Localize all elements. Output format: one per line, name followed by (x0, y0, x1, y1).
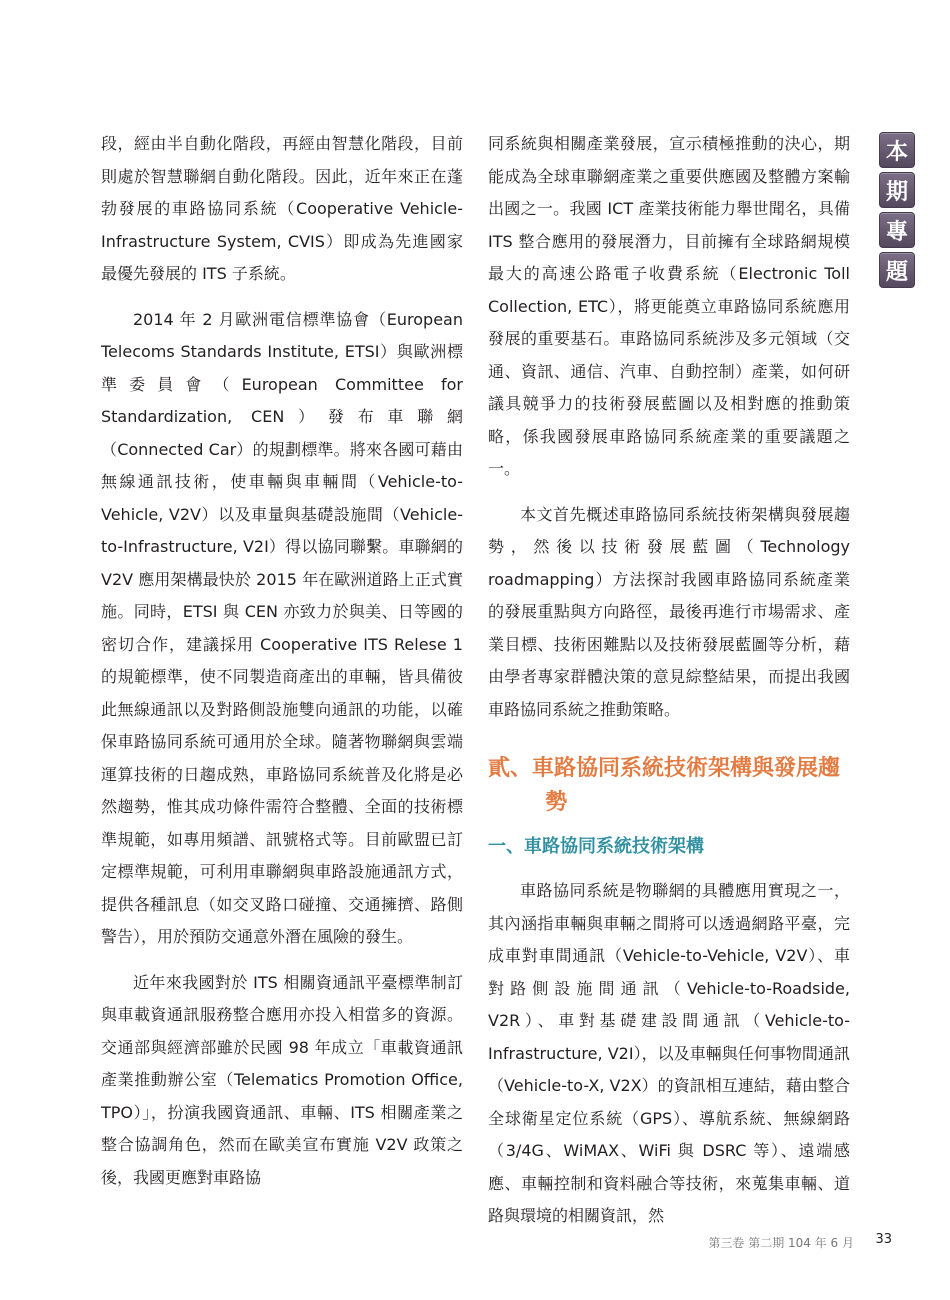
page-footer (0, 1232, 950, 1252)
left-column (101, 128, 463, 1194)
subsection-title: 一、車路協同系統技術架構 (488, 836, 704, 857)
tab-char: 本 (879, 132, 915, 168)
right-paragraph-2: 本文首先概述車路協同系統技術架構與發展趨勢，然後以技術發展藍圖（Technology roadmapping）方法探討我國車路協同系統產業的發展重點與方向路徑，最後再進行市場需求、產業目標、技術困難點以及技術發展藍圖等分析，藉由學者專家群體決策的意見綜整結果，而提出我國車路協同系統之推動策略。 (488, 504, 850, 719)
page-number: 33 (875, 1232, 892, 1247)
right-paragraph-1: 同系統與相關產業發展，宣示積極推動的決心，期能成為全球車聯網產業之重要供應國及整體方案輸出國之一。我國 ICT 產業技術能力舉世聞名，具備 ITS 整合應用的發展潛力，目前擁有全球路網規模最大的高速公路電子收費系統（Electronic Toll Collection, ETC），將更能奠立車路協同系統應用發展的重要基石。車路協同系統涉及多元領域（交通、資訊、通信、汽車、自動控制）產業，如何研議具競爭力的技術發展藍圖以及相對應的推動策略，係我國發展車路協同系統產業的重要議題之一。 (488, 134, 850, 478)
feature-topic-tab (879, 132, 913, 292)
left-paragraph-1: 段，經由半自動化階段，再經由智慧化階段，目前則處於智慧聯網自動化階段。因此，近年來正在蓬勃發展的車路協同系統（Cooperative Vehicle-Infrastructure System, CVIS）即成為先進國家最優先發展的 ITS 子系統。 (101, 134, 463, 283)
section-title: 貳、車路協同系統技術架構與發展趨勢 (488, 756, 841, 815)
tab-char: 專 (879, 212, 915, 248)
right-column (488, 128, 850, 1233)
right-paragraph-3: 車路協同系統是物聯網的具體應用實現之一，其內涵指車輛與車輛之間將可以透過網路平臺，完成車對車間通訊（Vehicle-to-Vehicle, V2V）、車對路側設施間通訊（Vehicle-to-Roadside, V2R）、車對基礎建設間通訊（Vehicle-to-Infrastructure, V2I），以及車輛與任何事物間通訊（Vehicle-to-X, V2X）的資訊相互連結，藉由整合全球衛星定位系統（GPS）、導航系統、無線網路（3/4G、WiMAX、WiFi 與 DSRC 等）、遠端感應、車輛控制和資料融合等技術，來蒐集車輛、道路與環境的相關資訊，然 (488, 881, 850, 1225)
tab-char: 期 (879, 172, 915, 208)
left-paragraph-2: 2014 年 2 月歐洲電信標準協會（European Telecoms Standards Institute, ETSI）與歐洲標準委員會（European Committee for Standardization, CEN）發布車聯網（Connected Car）的規劃標準。將來各國可藉由無線通訊技術，使車輛與車輛間（Vehicle-to-Vehicle, V2V）以及車量與基礎設施間（Vehicle-to-Infrastructure, V2I）得以協同聯繫。車聯網的 V2V 應用架構最快於 2015 年在歐洲道路上正式實施。同時，ETSI 與 CEN 亦致力於與美、日等國的密切合作，建議採用 Cooperative ITS Relese 1 的規範標準，使不同製造商產出的車輛，皆具備彼此無線通訊以及對路側設施雙向通訊的功能，以確保車路協同系統可通用於全球。隨著物聯網與雲端運算技術的日趨成熟，車路協同系統普及化將是必然趨勢，惟其成功條件需符合整體、全面的技術標準規範，如專用頻譜、訊號格式等。目前歐盟已訂定標準規範，可利用車聯網與車路設施通訊方式，提供各種訊息（如交叉路口碰撞、交通擁擠、路側警告），用於預防交通意外潛在風險的發生。 (101, 309, 463, 946)
issue-info: 第三卷 第二期 104 年 6 月 (708, 1236, 854, 1250)
left-paragraph-3: 近年來我國對於 ITS 相關資通訊平臺標準制訂與車載資通訊服務整合應用亦投入相當多的資源。交通部與經濟部雖於民國 98 年成立「車載資通訊產業推動辦公室（Telematics Promotion Office, TPO）」，扮演我國資通訊、車輛、ITS 相關產業之整合協調角色，然而在歐美宣布實施 V2V 政策之後，我國更應對車路協 (101, 972, 463, 1187)
tab-char: 題 (879, 252, 915, 288)
